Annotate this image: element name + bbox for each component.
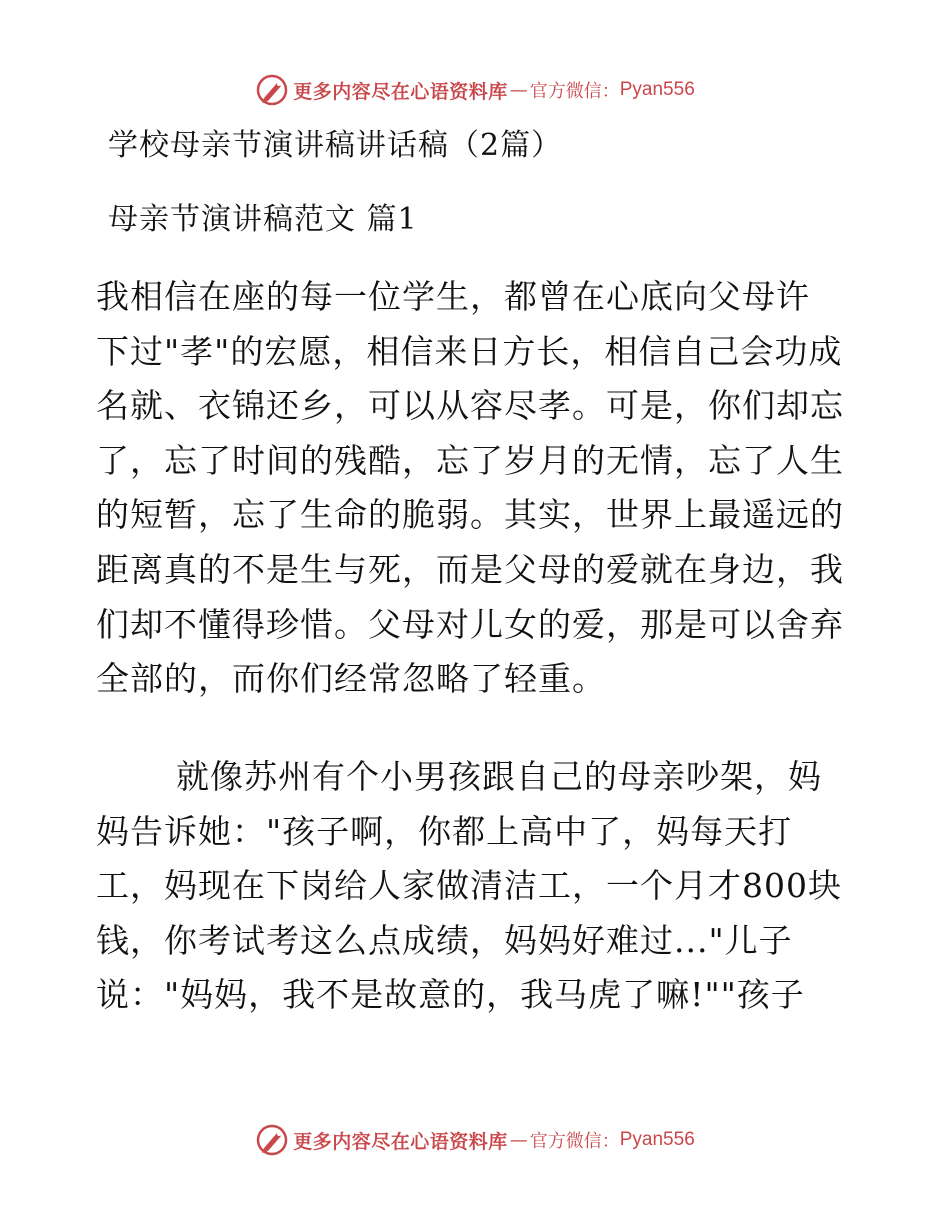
paragraph-line: 了，忘了时间的残酷，忘了岁月的无情，忘了人生 <box>96 440 844 480</box>
paragraph-line: 钱，你考试考这么点成绩，妈妈好难过..."儿子 <box>96 920 793 960</box>
paragraph-line: 说："妈妈，我不是故意的，我马虎了嘛!""孩子 <box>96 975 805 1015</box>
paragraph-line: 距离真的不是生与死，而是父母的爱就在身边，我 <box>96 549 844 589</box>
paragraph-line: 我相信在座的每一位学生，都曾在心底向父母许 <box>96 277 810 316</box>
banner-text: 更多内容尽在心语资料库 <box>293 1130 508 1153</box>
pen-logo-icon <box>255 1123 289 1157</box>
banner-wechat-label: 官方微信： <box>529 1131 620 1152</box>
header-banner <box>0 70 950 110</box>
footer-banner <box>0 1120 950 1160</box>
paragraph-line: 工，妈现在下岗给人家做清洁工，一个月才800块 <box>96 866 842 906</box>
paragraph-line: 们却不懂得珍惜。父母对儿女的爱，那是可以舍弃 <box>96 604 844 644</box>
paragraph-line: 下过"孝"的宏愿，相信来日方长，相信自己会功成 <box>96 331 843 371</box>
paragraph-line: 就像苏州有个小男孩跟自己的母亲吵架，妈 <box>176 757 822 796</box>
banner-text: 更多内容尽在心语资料库 <box>293 80 508 103</box>
paragraph-2 <box>96 750 852 1023</box>
banner-separator: — <box>509 79 528 101</box>
paragraph-line: 妈告诉她："孩子啊，你都上高中了，妈每天打 <box>96 811 793 851</box>
paragraph-line: 全部的，而你们经常忽略了轻重。 <box>96 659 606 699</box>
paragraph-1 <box>96 270 852 707</box>
banner-wechat-label: 官方微信： <box>529 81 620 102</box>
banner-wechat-id: Pyan556 <box>619 1129 695 1150</box>
document-title: 学校母亲节演讲稿讲话稿（2篇） <box>108 128 563 163</box>
paragraph-line: 的短暂，忘了生命的脆弱。其实，世界上最遥远的 <box>96 495 844 535</box>
pen-logo-icon <box>255 73 289 107</box>
banner-separator: — <box>509 1129 528 1151</box>
section-heading: 母亲节演讲稿范文 篇1 <box>108 202 418 237</box>
paragraph-line: 名就、衣锦还乡，可以从容尽孝。可是，你们却忘 <box>96 386 844 426</box>
banner-wechat-id: Pyan556 <box>619 79 695 100</box>
